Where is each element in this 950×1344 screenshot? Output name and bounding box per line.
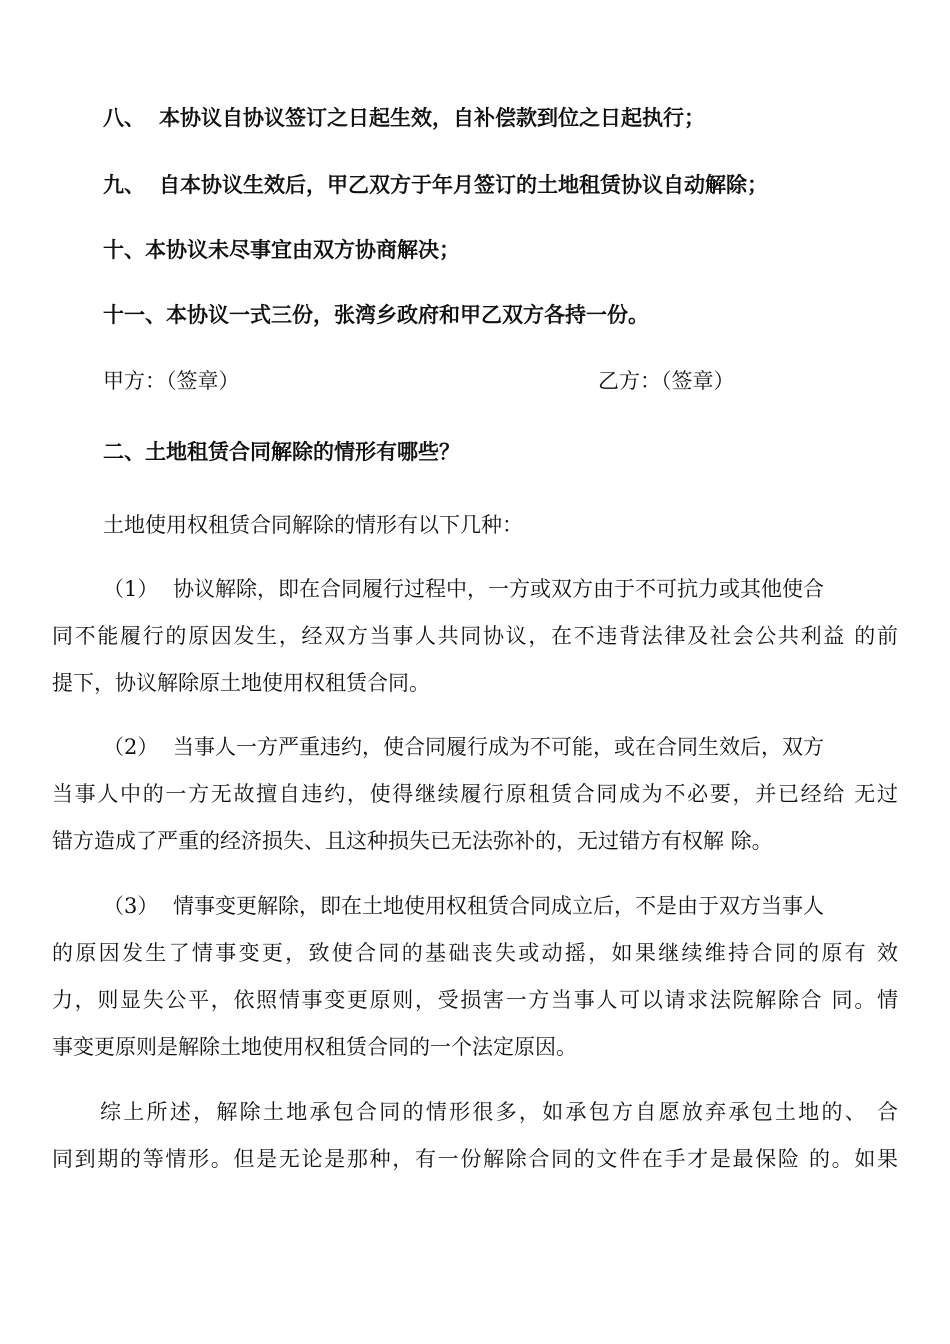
clause-11 [103,300,949,330]
conclusion-line-2: 同到期的等情形。但是无论是那种，有一份解除合同的文件在手才是最保险 的。如果 [52,1147,899,1171]
party-a-signature: 甲方：（签章） [103,369,240,393]
clause-8 [103,103,949,133]
item-1-line-3: 提下，协议解除原土地使用权租赁合同。 [52,671,430,695]
item-2-line-2: 当事人中的一方无故擅自违约，使得继续履行原租赁合同成为不必要，并已经给 无过 [52,782,898,806]
item-3-line-3: 力，则显失公平，依照情事变更原则，受损害一方当事人可以请求法院解除合 同。情 [52,988,899,1012]
clause-9-text: 自本协议生效后，甲乙双方于年月签订的土地租赁协议自动解除； [159,172,768,197]
item-2-label: （2） [103,735,159,759]
item-1-label: （1） [103,577,159,601]
item-3-first-line [103,891,949,921]
item-3-line-4: 事变更原则是解除土地使用权租赁合同的一个法定原因。 [52,1035,577,1059]
item-3-line-2: 的原因发生了情事变更，致使合同的基础丧失或动摇，如果继续维持合同的原有 效 [52,941,898,965]
clause-10-label: 十、 [103,237,145,262]
clause-8-text: 本协议自协议签订之日起生效，自补偿款到位之日起执行； [159,105,705,130]
clause-11-label: 十一、 [103,302,166,327]
item-1-line-1: 协议解除，即在合同履行过程中，一方或双方由于不可抗力或其他使合 [173,577,824,601]
intro-paragraph: 土地使用权租赁合同解除的情形有以下几种： [103,513,523,537]
clause-11-text: 本协议一式三份，张湾乡政府和甲乙双方各持一份。 [166,302,649,327]
item-3-line-1: 情事变更解除，即在土地使用权租赁合同成立后，不是由于双方当事人 [173,894,824,918]
item-2-line-1: 当事人一方严重违约，使合同履行成为不可能，或在合同生效后，双方 [173,735,824,759]
signature-line [103,366,898,396]
item-2-first-line [103,732,949,762]
party-b-signature: 乙方：（签章） [598,369,735,393]
item-2-line-3: 错方造成了严重的经济损失、且这种损失已无法弥补的，无过错方有权解 除。 [52,829,773,853]
item-3-label: （3） [103,894,159,918]
clause-8-label: 八、 [103,105,145,130]
item-1-line-2: 同不能履行的原因发生，经双方当事人共同协议，在不违背法律及社会公共利益 的前 [52,624,898,648]
clause-10 [103,235,949,265]
conclusion-line-1: 综上所述，解除土地承包合同的情形很多，如承包方自愿放弃承包土地的、 合 [100,1100,898,1124]
clause-9 [103,170,949,200]
clause-9-label: 九、 [103,172,145,197]
item-1-first-line [103,574,949,604]
section-heading: 二、土地租赁合同解除的情形有哪些？ [103,439,460,464]
clause-10-text: 本协议未尽事宜由双方协商解决； [145,237,460,262]
